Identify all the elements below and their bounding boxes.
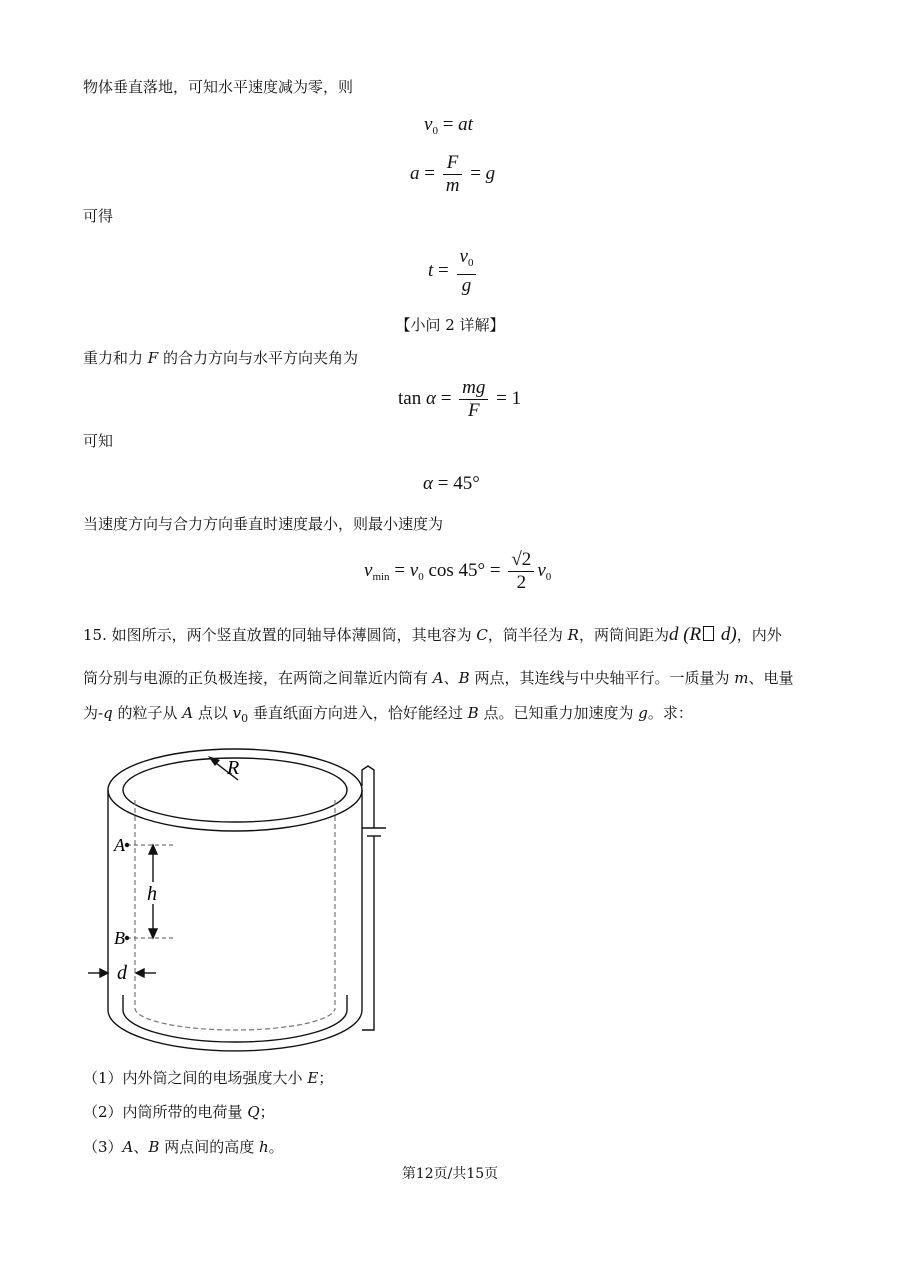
question-15-line-2: 筒分别与电源的正负极连接，在两筒之间靠近内筒有 A、B 两点，其连线与中央轴平行。一质量为 m、电量 <box>83 669 794 687</box>
solution-text: 物体垂直落地，可知水平速度减为零，则 <box>83 78 354 96</box>
equation-a-fm-g <box>410 152 495 197</box>
sub-question-3: （3）A、B 两点间的高度 h。 <box>83 1138 284 1156</box>
cos-45: cos 45° <box>428 559 486 581</box>
denominator: 2 <box>508 571 534 594</box>
denominator: g <box>457 274 477 297</box>
label-d: d <box>117 962 127 984</box>
solution-text: 可知 <box>83 432 114 450</box>
fraction-v0-g <box>457 246 477 297</box>
subscript: 0 <box>545 570 552 583</box>
subscript: 0 <box>418 570 424 583</box>
subscript-min: min <box>372 570 390 583</box>
coaxial-cylinder-figure <box>80 740 410 1055</box>
sub-question-2: （2）内筒所带的电荷量 Q； <box>83 1103 275 1121</box>
equation-t <box>428 246 479 297</box>
inner-bottom <box>135 1008 335 1030</box>
var-t: t <box>428 259 434 281</box>
equals: = <box>470 162 481 184</box>
var-g: g <box>485 162 496 184</box>
value-45deg: 45° <box>453 473 480 494</box>
equals: = <box>394 559 406 581</box>
point-B <box>125 936 129 940</box>
equals: = <box>437 473 449 494</box>
missing-glyph-box <box>703 626 714 641</box>
denominator: m <box>443 174 463 197</box>
func-tan: tan <box>398 387 422 409</box>
var-at: at <box>458 114 473 135</box>
var-alpha: α <box>425 387 436 409</box>
label-B: B <box>114 928 125 948</box>
var-v0: v <box>409 559 419 581</box>
equals: = <box>496 387 507 409</box>
equation-v0-at <box>424 114 473 137</box>
solution-text: 重力和力 F 的合力方向与水平方向夹角为 <box>83 349 358 367</box>
sub-question-1: （1）内外筒之间的电场强度大小 E； <box>83 1069 334 1087</box>
point-A <box>125 843 129 847</box>
label-A: A <box>114 835 125 855</box>
var-a: a <box>410 162 420 184</box>
fraction-mg-f <box>459 377 488 422</box>
value-one: 1 <box>511 387 522 409</box>
outer-wall <box>108 790 362 1051</box>
solution-text: 当速度方向与合力方向垂直时速度最小，则最小速度为 <box>83 515 444 533</box>
subscript: 0 <box>432 125 438 137</box>
numerator: √2 <box>511 549 532 570</box>
question-15-line-3: 为-q 的粒子从 A 点以 $v_0$ 垂直纸面方向进入，恰好能经过 B 点。已知重力加速度为 g。求： <box>83 704 693 725</box>
equals: = <box>440 387 452 409</box>
equals: = <box>424 162 435 184</box>
var-alpha: α <box>423 473 433 494</box>
var-v0: v <box>537 559 546 581</box>
equals: = <box>489 559 501 581</box>
equation-alpha-45 <box>423 473 480 495</box>
denominator: F <box>459 399 488 422</box>
numerator: mg <box>462 377 486 398</box>
label-R: R <box>227 757 240 779</box>
solution-text: 可得 <box>83 207 114 225</box>
var-v: v <box>424 114 433 135</box>
question-15-line-1: 15. 如图所示，两个竖直放置的同轴导体薄圆筒，其电容为 C，筒半径为 R，两筒间距为d (R d)，内外 <box>83 624 782 645</box>
label-h: h <box>147 883 157 905</box>
fraction-root2-2 <box>508 549 534 594</box>
equals: = <box>442 114 454 135</box>
numerator: $v_0$ <box>459 246 474 269</box>
var-v: v <box>364 559 373 581</box>
equals: = <box>438 259 449 281</box>
equation-vmin <box>364 549 551 594</box>
equation-tan-alpha <box>398 377 521 422</box>
section-heading: 【小问 2 详解】 <box>395 316 505 334</box>
page-footer: 第12页/共15页 <box>401 1166 499 1182</box>
numerator: F <box>446 152 459 173</box>
fraction-f-m <box>443 152 463 197</box>
inner-bottom-front <box>123 1010 347 1042</box>
wire-circuit <box>362 766 386 1030</box>
